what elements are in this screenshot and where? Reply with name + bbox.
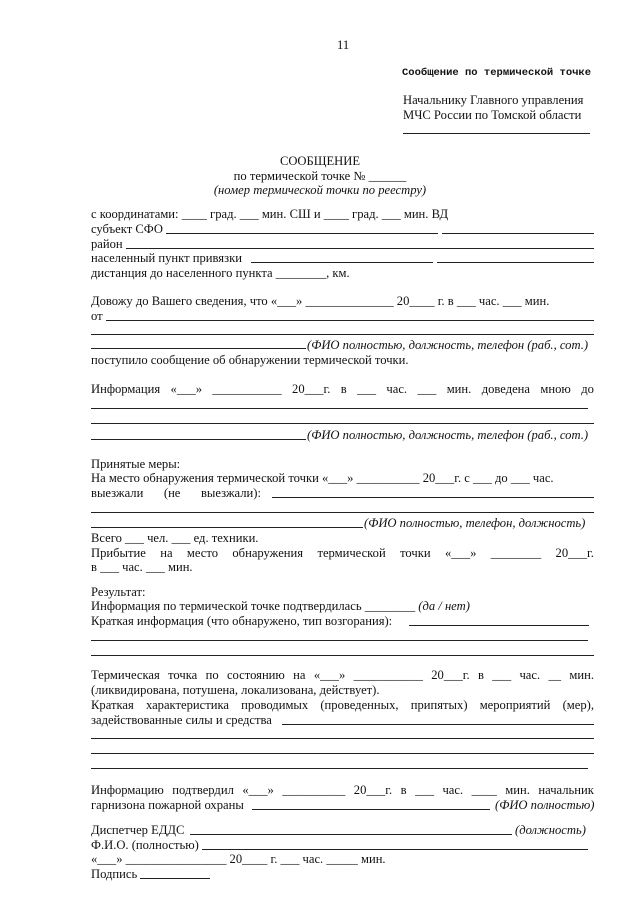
result-brief-field bbox=[409, 625, 589, 626]
subject-field-2 bbox=[442, 233, 594, 234]
info-blank-line-2 bbox=[91, 423, 594, 424]
report-from-field bbox=[106, 320, 594, 321]
doc-title: СООБЩЕНИЕ bbox=[279, 154, 361, 168]
confirm-garrison: гарнизона пожарной охраны bbox=[91, 798, 244, 812]
dispatcher-fio-field bbox=[202, 849, 588, 850]
dispatcher-signature-field bbox=[140, 878, 210, 879]
measures-arrival-time: в ___ час. ___ мин. bbox=[91, 560, 193, 574]
addressee-line1: Начальнику Главного управления bbox=[403, 93, 584, 107]
state-forces-field bbox=[282, 724, 594, 725]
district-field bbox=[126, 248, 594, 249]
settlement-field bbox=[251, 262, 433, 263]
state-characteristic-line: Краткая характеристика проводимых (проведенных, припятых) мероприятий (мер), bbox=[91, 698, 594, 712]
measures-blank-line bbox=[91, 512, 594, 513]
result-confirmed: Информация по термической точке подтвердилась ________ (да / нет) bbox=[91, 599, 470, 613]
info-fio-field bbox=[91, 439, 306, 440]
info-fio-note: (ФИО полностью, должность, телефон (раб., сот.) bbox=[307, 428, 589, 442]
report-fio-field bbox=[91, 348, 306, 349]
confirm-garrison-field bbox=[252, 809, 490, 810]
measures-arrival-line: Прибытие на место обнаружения термической точки «___» ________ 20___г. bbox=[91, 546, 594, 560]
report-blank-line bbox=[91, 334, 594, 335]
dispatcher-label: Диспетчер ЕДДС bbox=[91, 823, 185, 837]
confirm-line: Информацию подтвердил «___» __________ 20___г. в ___ час. ____ мин. начальник bbox=[91, 783, 594, 797]
district-label: район bbox=[91, 237, 123, 251]
subject-label: субъект СФО bbox=[91, 222, 163, 236]
measures-left-line: выезжали (не выезжали): bbox=[91, 486, 261, 500]
info-line: Информация «___» ___________ 20___г. в ___ час. ___ мин. доведена мною до bbox=[91, 382, 594, 396]
doc-subtitle: по термической точке № ______ bbox=[233, 169, 407, 183]
dispatcher-signature: Подпись bbox=[91, 867, 138, 881]
state-blank-line-2 bbox=[91, 753, 594, 754]
addressee-line2: МЧС России по Томской области bbox=[403, 108, 582, 122]
settlement-label: населенный пункт привязки bbox=[91, 251, 242, 265]
state-blank-line-3 bbox=[91, 768, 588, 769]
result-heading: Результат: bbox=[91, 585, 146, 599]
info-blank-line-1 bbox=[91, 408, 588, 409]
confirm-fio-note: (ФИО полностью) bbox=[495, 798, 595, 812]
state-blank-line-1 bbox=[91, 738, 594, 739]
state-forces: задействованные силы и средства bbox=[91, 713, 272, 727]
measures-fio-note: (ФИО полностью, телефон, должность) bbox=[364, 516, 586, 530]
measures-fio-field bbox=[91, 527, 363, 528]
measures-heading: Принятые меры: bbox=[91, 457, 181, 471]
dispatcher-date: «___» ________________ 20____ г. ___ час. _____ мин. bbox=[91, 852, 386, 866]
dispatcher-position-field bbox=[190, 834, 512, 835]
state-status: (ликвидирована, потушена, локализована, действует). bbox=[91, 683, 380, 697]
measures-totals: Всего ___ чел. ___ ед. техники. bbox=[91, 531, 259, 545]
subject-field bbox=[166, 233, 438, 234]
result-blank-line-2 bbox=[91, 655, 594, 656]
result-blank-line-1 bbox=[91, 640, 588, 641]
result-confirmed-note: (да / нет) bbox=[418, 599, 470, 613]
header-title: Сообщение по термической точке bbox=[402, 67, 592, 79]
report-fio-note: (ФИО полностью, должность, телефон (раб., сот.) bbox=[307, 338, 589, 352]
report-from: от bbox=[91, 309, 103, 323]
dispatcher-position-note: (должность) bbox=[515, 823, 586, 837]
dispatcher-fio: Ф.И.О. (полностью) bbox=[91, 838, 199, 852]
measures-dispatch: На место обнаружения термической точки «___» __________ 20___г. с ___ до ___ час. bbox=[91, 471, 554, 485]
report-intro: Довожу до Вашего сведения, что «___» ______________ 20____ г. в ___ час. ___ мин. bbox=[91, 294, 550, 308]
distance-line: дистанция до населенного пункта ________, км. bbox=[91, 266, 350, 280]
result-brief: Краткая информация (что обнаружено, тип возгорания): bbox=[91, 614, 393, 628]
coordinates-line: с координатами: ____ град. ___ мин. СШ и ____ град. ___ мин. ВД bbox=[91, 207, 449, 221]
settlement-field-2 bbox=[437, 262, 594, 263]
doc-subtitle-note: (номер термической точки по реестру) bbox=[213, 183, 427, 197]
state-line: Термическая точка по состоянию на «___» ___________ 20___г. в ___ час. __ мин. bbox=[91, 668, 594, 682]
measures-left-field bbox=[272, 497, 594, 498]
addressee-blank-line bbox=[403, 133, 590, 134]
page-number: 11 bbox=[337, 38, 350, 52]
report-received: поступило сообщение об обнаружении термической точки. bbox=[91, 353, 409, 367]
